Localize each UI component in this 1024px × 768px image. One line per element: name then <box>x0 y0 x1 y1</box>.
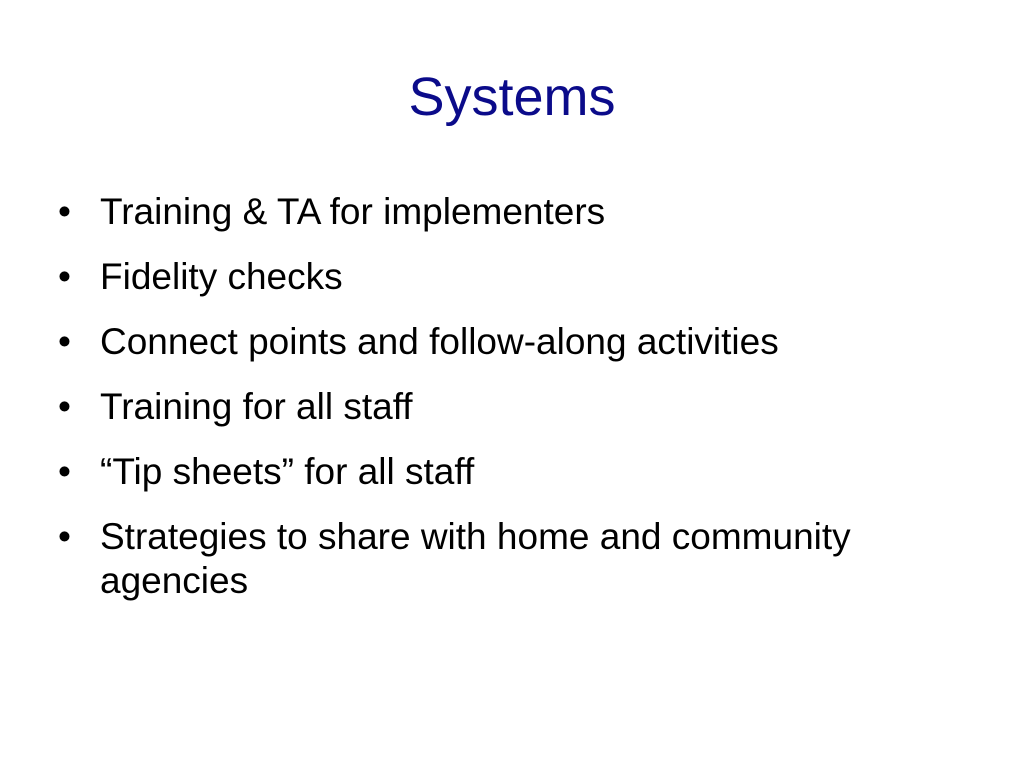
list-item <box>58 385 978 429</box>
bullet-icon: • <box>58 191 71 232</box>
list-item <box>58 450 978 494</box>
bullet-icon: • <box>58 256 71 297</box>
bullet-icon: • <box>58 386 71 427</box>
bullet-text: Fidelity checks <box>100 256 343 297</box>
bullet-icon: • <box>58 321 71 362</box>
bullet-text: Training & TA for implementers <box>100 191 606 232</box>
bullet-text: Training for all staff <box>100 386 413 427</box>
list-item <box>58 515 978 603</box>
bullet-list <box>58 190 978 624</box>
list-item <box>58 255 978 299</box>
list-item <box>58 320 978 364</box>
slide-title: Systems <box>408 67 616 127</box>
bullet-text: “Tip sheets” for all staff <box>100 451 475 492</box>
bullet-icon: • <box>58 451 71 492</box>
bullet-icon: • <box>58 516 71 557</box>
bullet-text: Connect points and follow-along activities <box>100 321 779 362</box>
bullet-text: Strategies to share with home and community agencies <box>100 516 851 601</box>
list-item <box>58 190 978 234</box>
